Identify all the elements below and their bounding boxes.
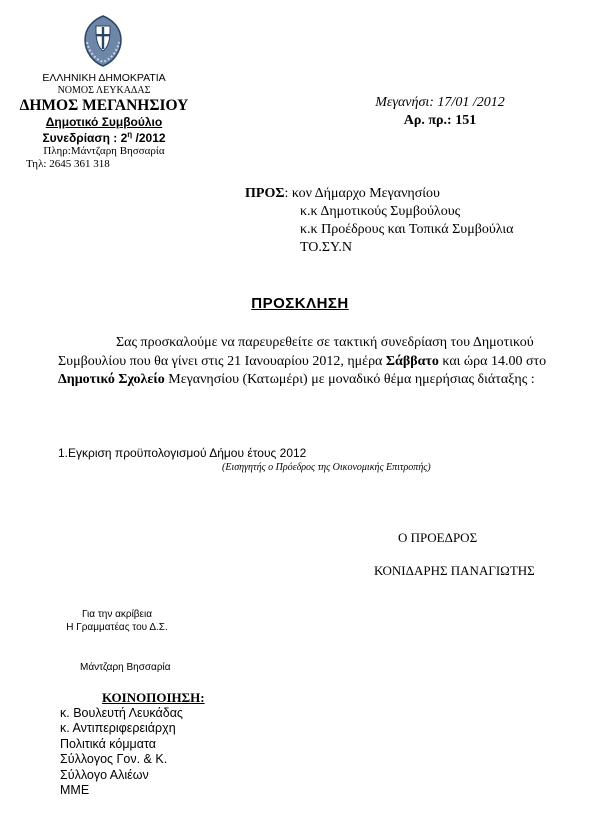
notification-title: ΚΟΙΝΟΠΟΙΗΣΗ: <box>102 690 205 705</box>
phone-number: Τηλ: 2645 361 318 <box>26 158 110 171</box>
recipient-line: κ.κ Προέδρους και Τοπικά Συμβούλια <box>300 222 514 237</box>
list-item: Σύλλογος Γον. & Κ. <box>60 752 168 766</box>
country-name: ΕΛΛΗΝΙΚΗ ΔΗΜΟΚΡΑΤΙΑ <box>42 72 166 84</box>
protocol-number: Αρ. πρ.: 151 <box>403 113 477 128</box>
recipients-label: ΠΡΟΣ <box>245 186 285 201</box>
agenda-note: (Εισηγητής ο Πρόεδρος της Οικονομικής Επιτροπής) <box>222 462 431 473</box>
prefecture-name: ΝΟΜΟΣ ΛΕΥΚΑΔΑΣ <box>57 84 151 96</box>
president-name: ΚΟΝΙΔΑΡΗΣ ΠΑΝΑΓΙΩΤΗΣ <box>374 563 535 578</box>
list-item: Πολιτικά κόμματα <box>60 736 156 751</box>
recipient-line: ΤΟ.ΣΥ.Ν <box>300 240 353 255</box>
recipients-block <box>245 185 513 257</box>
list-item: Σύλλογο Αλιέων <box>60 767 149 782</box>
date-line: Μεγανήσι: 17/01 /2012 <box>375 95 505 110</box>
council-name: Δημοτικό Συμβούλιο <box>45 115 163 130</box>
contact-person: Πληρ:Μάντζαρη Βησσαρία <box>43 144 165 157</box>
list-item: κ. Βουλευτή Λευκάδας <box>60 705 183 720</box>
session-number: Συνεδρίαση : $2^\eta$ /2012 <box>42 129 166 145</box>
date-protocol-block <box>355 95 525 129</box>
secretary-name: Μάντζαρη Βησσαρία <box>80 662 171 673</box>
document-title: ΠΡΟΣΚΛΗΣΗ <box>251 295 349 312</box>
list-item: ΜΜΕ <box>60 783 90 797</box>
greek-republic-emblem-icon <box>79 12 127 68</box>
list-item: κ. Αντιπεριφερειάρχη <box>60 721 176 735</box>
agenda-item: 1.Εγκριση προϋπολογισμού Δήμου έτους 2012 <box>58 446 307 460</box>
meeting-place: Δημοτικό Σχολείο <box>58 372 165 387</box>
recipient-line: κ.κ Δημοτικούς Συμβούλους <box>300 204 461 219</box>
invitation-body: Σας προσκαλούμε να παρευρεθείτε σε τακτική συνεδρίαση του Δημοτικού Συμβουλίου που θα γίνει στις 21 Ιανουαρίου 2012, ημέρα Σάββατο και ώρα 14.00 στο Δημοτικό Σχολείο Μεγανησίου (Κατωμέρι) με μοναδικό θέμα ημερήσιας διάταξης : <box>58 335 547 387</box>
president-title: Ο ΠΡΟΕΔΡΟΣ <box>398 530 478 545</box>
municipality-name: ΔΗΜΟΣ ΜΕΓΑΝΗΣΙΟΥ <box>19 96 189 114</box>
sender-header <box>12 72 196 171</box>
meeting-day: Σάββατο <box>385 353 439 369</box>
notification-block <box>60 690 205 799</box>
recipient-line: ΠΡΟΣ: κον Δήμαρχο Μεγανησίου <box>245 186 440 201</box>
accuracy-certification: Για την ακρίβεια Η Γραμματέας του Δ.Σ. <box>66 609 168 633</box>
